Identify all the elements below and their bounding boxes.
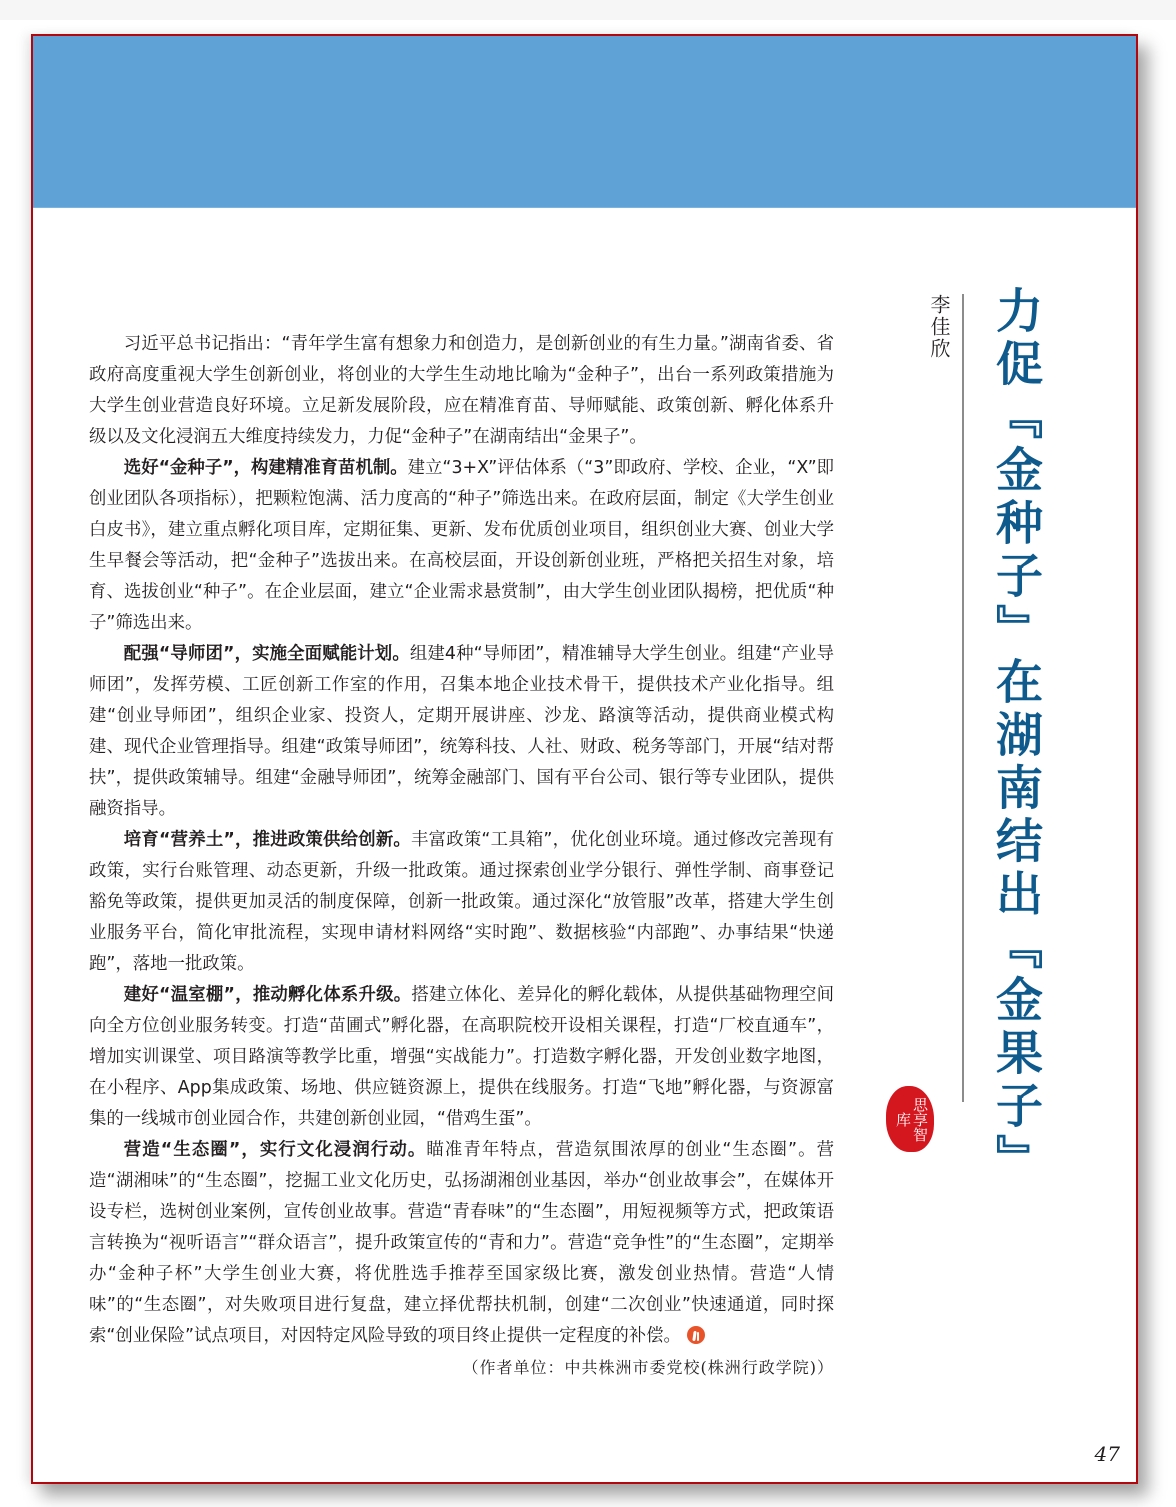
magazine-page xyxy=(31,34,1138,1484)
paragraph-text: 建立“3+X”评估体系（“3”即政府、学校、企业，“X”即创业团队各项指标），把颗粒饱满、活力度高的“种子”筛选出来。在政府层面，制定《大学生创业白皮书》，建立重点孵化项目库，定期征集、更新、发布优质创业项目，组织创业大赛、创业大学生早餐会等活动，把“金种子”选拔出来。在高校层面，开设创新创业班，严格把关招生对象，培育、选拔创业“种子”。在企业层面，建立“企业需求悬赏制”，由大学生创业团队揭榜，把优质“种子”筛选出来。 xyxy=(89,458,834,633)
paragraph-ecosystem xyxy=(89,1135,834,1377)
paragraph-intro xyxy=(89,329,834,453)
author-name: 李佳欣 xyxy=(927,294,951,360)
title-divider xyxy=(962,294,964,1102)
article-end-icon xyxy=(687,1326,705,1344)
paragraph-text: 习近平总书记指出：“青年学生富有想象力和创造力，是创新创业的有生力量。”湖南省委、省政府高度重视大学生创新创业，将创业的大学生生动地比喻为“金种子”，出台一系列政策措施为大学生创业营造良好环境。立足新发展阶段，应在精准育苗、导师赋能、政策创新、孵化体系升级以及文化浸润五大维度持续发力，力促“金种子”在湖南结出“金果子”。 xyxy=(89,334,834,447)
paragraph-select-seeds xyxy=(89,453,834,639)
paragraph-lead: 营造“生态圈”，实行文化浸润行动。 xyxy=(123,1140,427,1160)
article-title: 力促『金种子』在湖南结出『金果子』 xyxy=(988,286,1043,1187)
paragraph-mentor-team xyxy=(89,639,834,825)
page-number: 47 xyxy=(1094,1442,1120,1466)
paragraph-text: 组建4种“导师团”，精准辅导大学生创业。组建“产业导师团”，发挥劳模、工匠创新工作室的作用，召集本地企业技术骨干，提供技术产业化指导。组建“创业导师团”，组织企业家、投资人，定期开展讲座、沙龙、路演等活动，提供商业模式构建、现代企业管理指导。组建“政策导师团”，统筹科技、人社、财政、税务等部门，开展“结对帮扶”，提供政策辅导。组建“金融导师团”，统筹金融部门、国有平台公司、银行等专业团队，提供融资指导。 xyxy=(89,644,834,819)
paragraph-text: 丰富政策“工具箱”，优化创业环境。通过修改完善现有政策，实行台账管理、动态更新，升级一批政策。通过探索创业学分银行、弹性学制、商事登记豁免等政策，提供更加灵活的制度保障，创新一批政策。通过深化“放管服”改革，搭建大学生创业服务平台，简化审批流程，实现申请材料网络“实时跑”、数据核验“内部跑”、办事结果“快递跑”，落地一批政策。 xyxy=(89,830,834,974)
author-affiliation: （作者单位：中共株洲市委党校(株洲行政学院)） xyxy=(462,1358,834,1377)
paragraph-lead: 培育“营养土”，推进政策供给创新。 xyxy=(123,830,412,850)
paragraph-nutrient-soil xyxy=(89,825,834,980)
paragraph-text: 搭建立体化、差异化的孵化载体，从提供基础物理空间向全方位创业服务转变。打造“苗圃式”孵化器，在高职院校开设相关课程，打造“厂校直通车”，增加实训课堂、项目路演等教学比重，增强“实战能力”。打造数字孵化器，开发创业数字地图，在小程序、App集成政策、场地、供应链资源上，提供在线服务。打造“飞地”孵化器，与资源富集的一线城市创业园合作，共建创新创业园，“借鸡生蛋”。 xyxy=(89,985,834,1129)
top-margin-strip xyxy=(0,0,1176,20)
article-body xyxy=(89,329,834,1383)
header-banner xyxy=(33,36,1136,208)
paragraph-greenhouse xyxy=(89,980,834,1135)
paragraph-lead: 选好“金种子”，构建精准育苗机制。 xyxy=(123,458,408,478)
paragraph-lead: 配强“导师团”，实施全面赋能计划。 xyxy=(123,644,410,664)
paragraph-text: 瞄准青年特点，营造氛围浓厚的创业“生态圈”。营造“湖湘味”的“生态圈”，挖掘工业文化历史，弘扬湖湘创业基因，举办“创业故事会”，在媒体开设专栏，选树创业案例，宣传创业故事。营造“青春味”的“生态圈”，用短视频等方式，把政策语言转换为“视听语言”“群众语言”，提升政策宣传的“青和力”。营造“竞争性”的“生态圈”，定期举办“金种子杯”大学生创业大赛，将优胜选手推荐至国家级比赛，激发创业热情。营造“人情味”的“生态圈”，对失败项目进行复盘，建立择优帮扶机制，创建“二次创业”快速通道，同时探索“创业保险”试点项目，对因特定风险导致的项目终止提供一定程度的补偿。 xyxy=(89,1140,834,1346)
paragraph-lead: 建好“温室棚”，推动孵化体系升级。 xyxy=(123,985,412,1005)
seal-stamp-icon: 思享智库 xyxy=(886,1086,934,1152)
